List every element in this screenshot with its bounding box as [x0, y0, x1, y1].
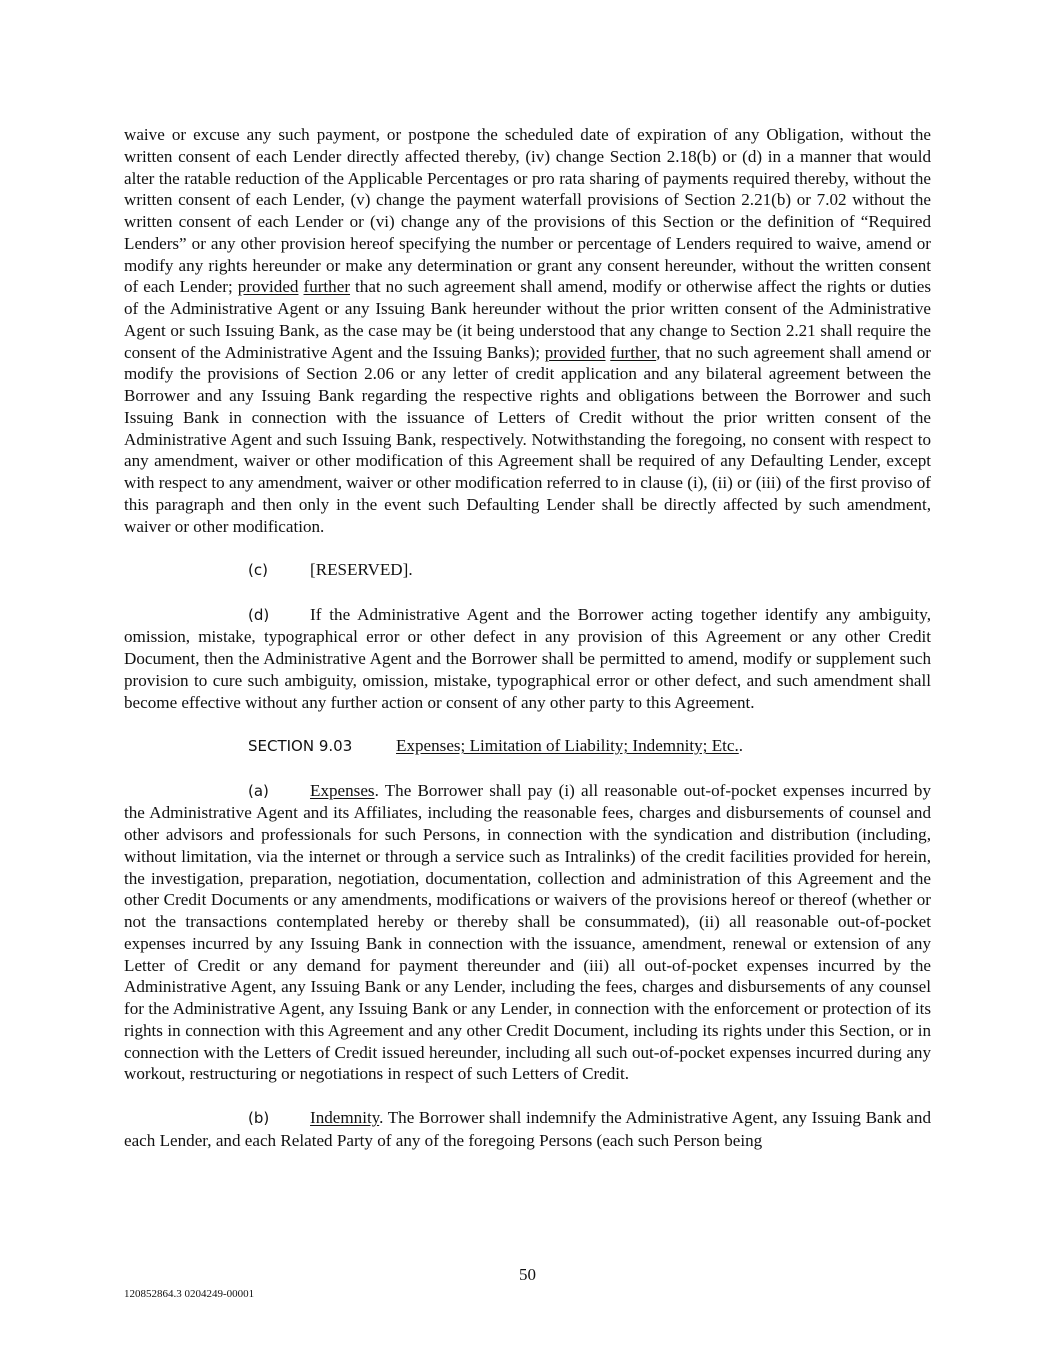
document-page: [124, 124, 931, 1151]
provided-term: provided: [544, 342, 606, 362]
clause-b-indemnity: [124, 1107, 931, 1152]
clause-text: . The Borrower shall indemnify the Administrative Agent, any Issuing Bank and each Lender, and each Related Party of any of the foregoing Persons (each such Person being: [124, 1107, 931, 1150]
clause-a-expenses: [124, 780, 931, 1086]
clause-c: [124, 559, 931, 582]
provided-term: provided: [237, 277, 299, 297]
clause-text: [RESERVED].: [310, 560, 413, 579]
clause-label: (c): [248, 561, 268, 579]
further-term: further: [610, 342, 657, 362]
section-title-trailing: .: [738, 736, 744, 755]
clause-text: . The Borrower shall pay (i) all reasonable out-of-pocket expenses incurred by the Administrative Agent and its Affiliates, including the reasonable fees, charges and disbursements of counsel and other advisors and professionals for such Persons, in connection with the syndication and distribution (including, without limitation, via the internet or through a service such as Intralinks) of the credit facilities provided for herein, the investigation, preparation, negotiation, documentation, collection and administration of this Agreement and the other Credit Documents or any amendments, modifications or waivers of the provisions hereof or thereof (whether or not the transactions contemplated hereby or thereby shall be consummated), (ii) all reasonable out-of-pocket expenses incurred by any Issuing Bank in connection with the issuance, amendment, renewal or extension of any Letter of Credit or any demand for payment thereunder and (iii) all out-of-pocket expenses incurred by the Administrative Agent, any Issuing Bank or any Lender, including the fees, charges and disbursements of any counsel for the Administrative Agent, any Issuing Bank or any Lender, in connection with the enforcement or protection of its rights in connection with this Agreement and any other Credit Document, including its rights under this Section, or in connection with the Letters of Credit issued hereunder, including all such out-of-pocket expenses incurred during any workout, restructuring or negotiations in respect of such Letters of Credit.: [124, 780, 931, 1084]
clause-text: If the Administrative Agent and the Borrower acting together identify any ambiguity, omission, mistake, typographical error or other defect in any provision of this Agreement or any other Credit Document, then the Administrative Agent and the Borrower shall be permitted to amend, modify or supplement such provision to cure such ambiguity, omission, mistake, typographical error or other defect, and such amendment shall become effective without any further action or consent of any other party to this Agreement.: [124, 604, 931, 712]
clause-d: [124, 604, 931, 714]
clause-label: (d): [248, 605, 270, 624]
paragraph-text: waive or excuse any such payment, or postpone the scheduled date of expiration of any Obligation, without the written consent of each Lender directly affected thereby, (iv) change Section 2.18(b) or (d) in a manner that would alter the ratable reduction of the Applicable Percentages or pro rata sharing of payments required thereby, without the written consent of each Lender, (v) change the payment waterfall provisions of Section 2.21(b) or 7.02 without the written consent of each Lender or (vi) change any of the provisions of this Section or the definition of “Required Lenders” or any other provision hereof specifying the number or percentage of Lenders required to waive, amend or modify any rights hereunder or make any determination or grant any consent hereunder, without the written consent of each Lender;: [124, 125, 931, 297]
clause-label: (a): [248, 781, 269, 800]
page-number: 50: [519, 1265, 536, 1284]
paragraph-amendments-continued: [124, 124, 931, 537]
further-term: further: [303, 277, 351, 297]
paragraph-text: that no such agreement shall amend, modify or otherwise affect the rights or duties of the Administrative Agent or any Issuing Bank hereunder without the prior written consent of the Administrative Agent or such Issuing Bank, as the case may be (it being understood that any change to Section 2.21 shall require the consent of the Administrative Agent and the Issuing Banks);: [124, 277, 931, 362]
clause-heading: Indemnity: [310, 1107, 380, 1127]
clause-heading: Expenses: [310, 780, 375, 800]
section-heading-9-03: [124, 735, 931, 758]
section-title: Expenses; Limitation of Liability; Indemnity; Etc.: [396, 736, 739, 755]
section-number: SECTION 9.03: [248, 737, 353, 755]
clause-label: (b): [248, 1108, 270, 1127]
paragraph-text: , that no such agreement shall amend or modify the provisions of Section 2.06 or any letter of credit application and any bilateral agreement between the Borrower and any Issuing Bank regarding the respective rights and obligations between the Borrower and such Issuing Bank in connection with the issuance of Letters of Credit without the prior written consent of the Administrative Agent and such Issuing Bank, respectively. Notwithstanding the foregoing, no consent with respect to any amendment, waiver or other modification of this Agreement shall be required of any Defaulting Lender, except with respect to any amendment, waiver or other modification referred to in clause (i), (ii) or (iii) of the first proviso of this paragraph and then only in the event such Defaulting Lender shall be directly affected by such amendment, waiver or other modification.: [124, 342, 932, 536]
document-id: 120852864.3 0204249-00001: [124, 1288, 255, 1300]
